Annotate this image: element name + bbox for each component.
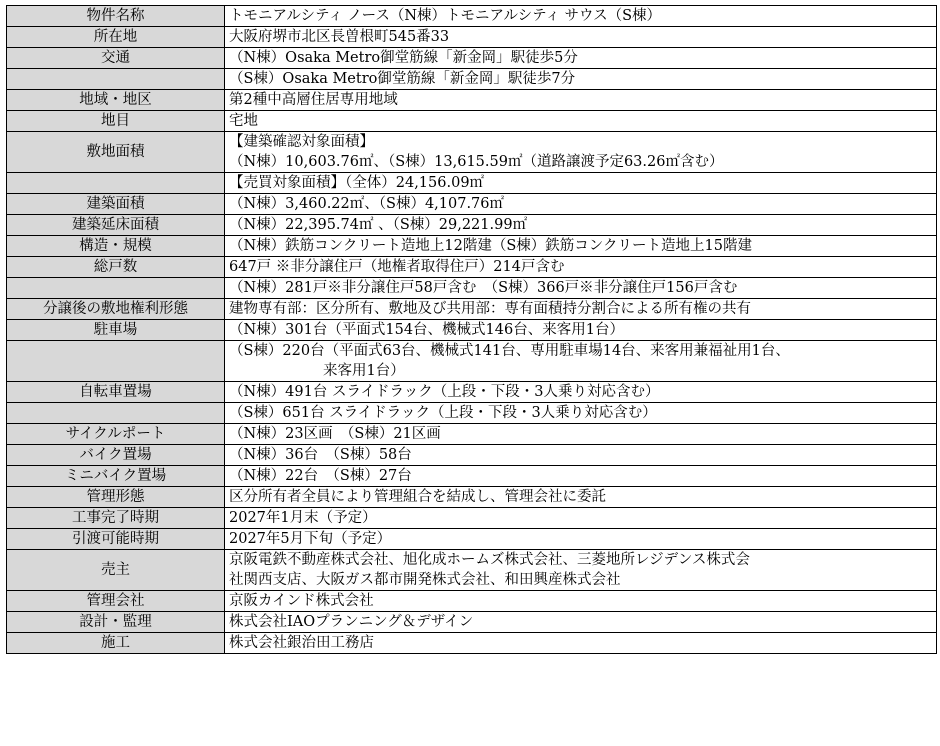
value-line: トモニアルシティ ノース（N棟）トモニアルシティ サウス（S棟） xyxy=(229,8,662,24)
value-line: （S棟）Osaka Metro御堂筋線「新金岡」駅徒歩7分 xyxy=(229,71,576,87)
value-line: （N棟）301台（平面式154台、機械式146台、来客用1台） xyxy=(229,322,624,338)
row-label: 交通 xyxy=(7,48,225,69)
value-line: （N棟）36台 （S棟）58台 xyxy=(229,447,412,463)
value-line: 【建築確認対象面積】 xyxy=(229,134,374,150)
table-row xyxy=(7,194,937,215)
row-label: 駐車場 xyxy=(7,320,225,341)
row-value xyxy=(225,48,937,69)
row-label xyxy=(7,341,225,382)
row-label: 工事完了時期 xyxy=(7,508,225,529)
row-value xyxy=(225,320,937,341)
table-row xyxy=(7,257,937,278)
row-value xyxy=(225,382,937,403)
row-value xyxy=(225,612,937,633)
row-value xyxy=(225,278,937,299)
value-line: 647戸 ※非分譲住戸（地権者取得住戸）214戸含む xyxy=(229,259,565,275)
row-label: 所在地 xyxy=(7,27,225,48)
row-label: ミニバイク置場 xyxy=(7,466,225,487)
row-value xyxy=(225,445,937,466)
value-line: （N棟）23区画 （S棟）21区画 xyxy=(229,426,441,442)
row-value xyxy=(225,299,937,320)
table-row xyxy=(7,487,937,508)
row-value xyxy=(225,194,937,215)
row-value xyxy=(225,424,937,445)
value-line: 大阪府堺市北区長曽根町545番33 xyxy=(229,29,450,45)
row-value xyxy=(225,90,937,111)
row-label xyxy=(7,173,225,194)
value-line: 社関西支店、大阪ガス都市開発株式会社、和田興産株式会社 xyxy=(229,572,621,588)
table-row xyxy=(7,173,937,194)
table-row xyxy=(7,278,937,299)
row-label: バイク置場 xyxy=(7,445,225,466)
row-value xyxy=(225,403,937,424)
row-label: 引渡可能時期 xyxy=(7,529,225,550)
row-value xyxy=(225,487,937,508)
value-line: 第2種中高層住居専用地域 xyxy=(229,92,398,108)
row-label xyxy=(7,278,225,299)
value-line: （N棟）22,395.74㎡ 、（S棟）29,221.99㎡ xyxy=(229,217,528,233)
row-value xyxy=(225,550,937,591)
table-row xyxy=(7,69,937,90)
table-row xyxy=(7,591,937,612)
value-line: 宅地 xyxy=(229,113,258,129)
row-value xyxy=(225,508,937,529)
value-line: 建物専有部：区分所有、敷地及び共用部：専有面積持分割合による所有権の共有 xyxy=(229,301,751,317)
value-line: 株式会社IAOプランニング＆デザイン xyxy=(229,614,474,630)
row-label: 管理会社 xyxy=(7,591,225,612)
table-row xyxy=(7,633,937,654)
value-line: （N棟）Osaka Metro御堂筋線「新金岡」駅徒歩5分 xyxy=(229,50,578,66)
row-label: 管理形態 xyxy=(7,487,225,508)
row-value xyxy=(225,27,937,48)
value-line: 区分所有者全員により管理組合を結成し、管理会社に委託 xyxy=(229,489,606,505)
table-row xyxy=(7,424,937,445)
property-spec-table xyxy=(6,5,937,654)
row-value xyxy=(225,529,937,550)
table-row xyxy=(7,466,937,487)
value-line: （N棟）10,603.76㎡、（S棟）13,615.59㎡（道路譲渡予定63.26㎡含む） xyxy=(229,154,724,170)
row-label: 構造・規模 xyxy=(7,236,225,257)
row-label: 物件名称 xyxy=(7,6,225,27)
table-row xyxy=(7,90,937,111)
row-label: 自転車置場 xyxy=(7,382,225,403)
row-label: サイクルポート xyxy=(7,424,225,445)
row-label: 施工 xyxy=(7,633,225,654)
row-value xyxy=(225,6,937,27)
row-label: 設計・監理 xyxy=(7,612,225,633)
table-row xyxy=(7,529,937,550)
row-label: 建築延床面積 xyxy=(7,215,225,236)
table-row xyxy=(7,403,937,424)
row-value xyxy=(225,132,937,173)
table-row xyxy=(7,341,937,382)
row-value xyxy=(225,236,937,257)
table-row xyxy=(7,27,937,48)
row-value xyxy=(225,173,937,194)
value-line: （N棟）281戸※非分譲住戸58戸含む （S棟）366戸※非分譲住戸156戸含む xyxy=(229,280,738,296)
value-line: （N棟）鉄筋コンクリート造地上12階建（S棟）鉄筋コンクリート造地上15階建 xyxy=(229,238,752,254)
table-row xyxy=(7,508,937,529)
table-row xyxy=(7,111,937,132)
table-row xyxy=(7,445,937,466)
row-value xyxy=(225,591,937,612)
row-label xyxy=(7,69,225,90)
value-line: （N棟）3,460.22㎡、（S棟）4,107.76㎡ xyxy=(229,196,505,212)
row-label: 敷地面積 xyxy=(7,132,225,173)
row-value xyxy=(225,69,937,90)
value-line: 株式会社銀治田工務店 xyxy=(229,635,374,651)
row-value xyxy=(225,111,937,132)
table-row xyxy=(7,48,937,69)
row-label xyxy=(7,403,225,424)
row-value xyxy=(225,257,937,278)
value-line: 京阪カインド株式会社 xyxy=(229,593,374,609)
value-line: 【売買対象面積】（全体）24,156.09㎡ xyxy=(229,175,485,191)
table-row xyxy=(7,320,937,341)
row-value xyxy=(225,215,937,236)
table-row xyxy=(7,550,937,591)
table-row xyxy=(7,612,937,633)
row-value xyxy=(225,633,937,654)
value-line: 2027年1月末（予定） xyxy=(229,510,377,526)
table-row xyxy=(7,6,937,27)
table-row xyxy=(7,236,937,257)
row-label: 売主 xyxy=(7,550,225,591)
value-line: 来客用1台） xyxy=(323,363,405,379)
row-label: 地域・地区 xyxy=(7,90,225,111)
row-label: 建築面積 xyxy=(7,194,225,215)
row-value xyxy=(225,341,937,382)
row-label: 総戸数 xyxy=(7,257,225,278)
table-row xyxy=(7,215,937,236)
row-label: 地目 xyxy=(7,111,225,132)
table-row xyxy=(7,299,937,320)
value-line: （S棟）651台 スライドラック（上段・下段・3人乗り対応含む） xyxy=(229,405,657,421)
value-line: （N棟）22台 （S棟）27台 xyxy=(229,468,412,484)
value-line: （N棟）491台 スライドラック（上段・下段・3人乗り対応含む） xyxy=(229,384,660,400)
row-label: 分譲後の敷地権利形態 xyxy=(7,299,225,320)
value-line: 2027年5月下旬（予定） xyxy=(229,531,392,547)
table-row xyxy=(7,382,937,403)
value-line: 京阪電鉄不動産株式会社、旭化成ホームズ株式会社、三菱地所レジデンス株式会 xyxy=(229,552,750,568)
row-value xyxy=(225,466,937,487)
value-line: （S棟）220台（平面式63台、機械式141台、専用駐車場14台、来客用兼福祉用1台、 xyxy=(229,343,790,359)
table-row xyxy=(7,132,937,173)
